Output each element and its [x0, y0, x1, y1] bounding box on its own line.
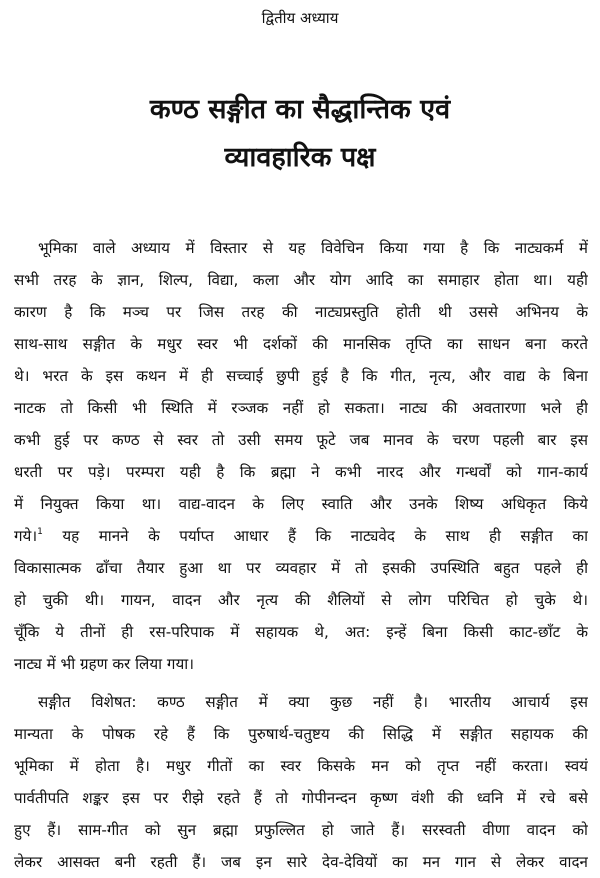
text-line: लेकर आसक्त बनी रहती हैं। जब इन सारे देव-देवियों का मन गान से लेकर वादन	[14, 853, 588, 871]
text-line: मान्यता के पोषक रहे हैं कि पुरुषार्थ-चतुष्टय की सिद्धि में सङ्गीत सहायक की	[14, 725, 588, 743]
text-line: भूमिका में होता है। मधुर गीतों का स्वर किसके मन को तृप्त नहीं करता। स्वयं	[14, 757, 588, 775]
paragraph-2	[14, 686, 588, 878]
text-line: नाटक तो किसी भी स्थिति में रञ्जक नहीं हो सकता। नाट्य की अवतारणा भले ही	[14, 399, 588, 417]
text-line: हुए हैं। साम-गीत को सुन ब्रह्मा प्रफुल्लित हो जाते हैं। सरस्वती वीणा वादन को	[14, 821, 588, 839]
text-line: नाट्य में भी ग्रहण कर लिया गया।	[14, 655, 194, 673]
text-line: हो चुकी थी। गायन, वादन और नृत्य की शैलियों से लोग परिचित हो चुके थे।	[14, 591, 588, 609]
paragraph-1	[14, 232, 588, 680]
text-line: धरती पर पड़े। परम्परा यही है कि ब्रह्मा ने कभी नारद और गन्धर्वों को गान-कार्य	[14, 463, 588, 481]
text-line: भूमिका वाले अध्याय में विस्तार से यह विवेचिन किया गया है कि नाट्यकर्म में	[38, 239, 588, 257]
chapter-title	[20, 86, 580, 182]
text-line: साथ-साथ सङ्गीत के मधुर स्वर भी दर्शकों की मानसिक तृप्ति का साधन बना करते	[14, 335, 588, 353]
text-segment: यह मानने के पर्याप्त आधार हैं कि नाट्यवेद के साथ ही सङ्गीत का	[42, 527, 588, 545]
text-line: थे। भरत के इस कथन में ही सच्चाई छुपी हुई है कि गीत, नृत्य, और वाद्य के बिना	[14, 367, 588, 385]
text-line: कभी हुई पर कण्ठ से स्वर तो उसी समय फूटे जब मानव के चरण पहली बार इस	[14, 431, 588, 449]
text-segment: गये।	[14, 527, 38, 545]
footnote-marker[interactable]: 1	[37, 527, 43, 537]
text-line: में नियुक्त किया था। वाद्य-वादन के लिए स्वाति और उनके शिष्य अधिकृत किये	[14, 495, 588, 513]
text-line-with-footnote	[14, 520, 588, 552]
text-line: विकासात्मक ढाँचा तैयार हुआ था पर व्यवहार में तो इसकी उपस्थिति बहुत पहले ही	[14, 559, 588, 577]
chapter-title-line-1: कण्ठ सङ्गीत का सैद्धान्तिक एवं	[149, 94, 451, 125]
text-line: सभी तरह के ज्ञान, शिल्प, विद्या, कला और योग आदि का समाहार होता था। यही	[14, 271, 588, 289]
chapter-title-line-2: व्यावहारिक पक्ष	[224, 142, 376, 173]
text-line: कारण है कि मञ्च पर जिस तरह की नाट्यप्रस्तुति होती थी उससे अभिनय के	[14, 303, 588, 321]
text-line: चूँकि ये तीनों ही रस-परिपाक में सहायक थे, अत: इन्हें बिना किसी काट-छाँट के	[14, 623, 588, 641]
text-line: पार्वतीपति शङ्कर इस पर रीझे रहते हैं तो गोपीनन्दन कृष्ण वंशी की ध्वनि में रचे बसे	[14, 789, 588, 807]
body-text	[14, 232, 588, 878]
text-line: सङ्गीत विशेषत: कण्ठ सङ्गीत में क्या कुछ नहीं है। भारतीय आचार्य इस	[38, 693, 588, 711]
running-head: द्वितीय अध्याय	[261, 9, 339, 27]
